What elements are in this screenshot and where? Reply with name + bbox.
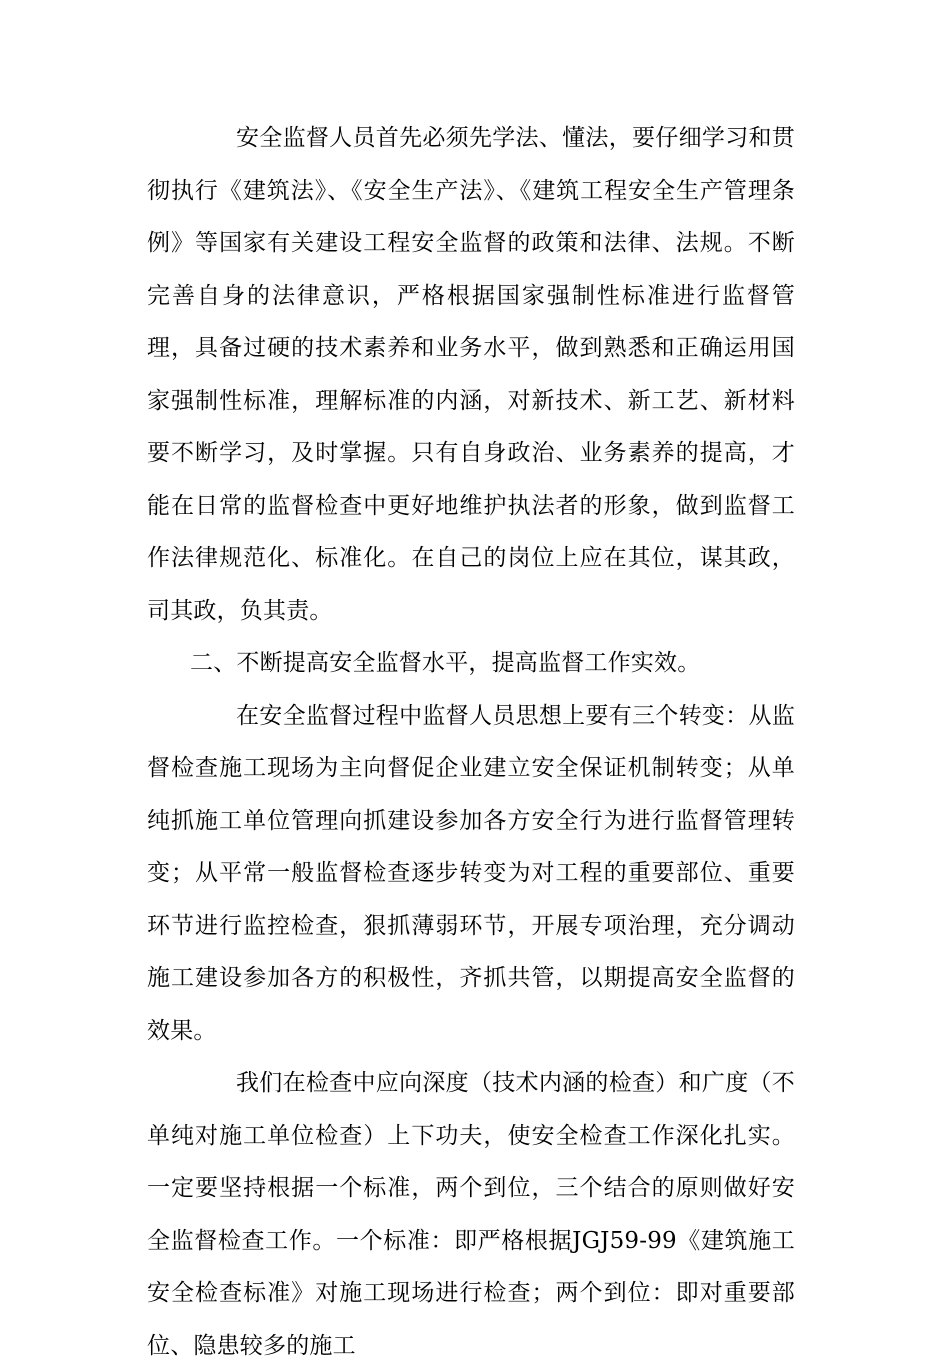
paragraph-inspection-depth: 我们在检查中应向深度（技术内涵的检查）和广度（不单纯对施工单位检查）上下功夫，使安全检查工作深化扎实。一定要坚持根据一个标准，两个到位，三个结合的原则做好安全监督检查工作。一个标准：即严格根据JGJ59-99《建筑施工安全检查标准》对施工现场进行检查；两个到位：即对重要部位、隐患较多的施工: [147, 1070, 795, 1359]
section-heading-two: 二、不断提高安全监督水平，提高监督工作实效。: [190, 650, 701, 676]
document-body: [147, 112, 795, 1372]
paragraph-three-changes: 在安全监督过程中监督人员思想上要有三个转变：从监督检查施工现场为主向督促企业建立安全保证机制转变；从单纯抓施工单位管理向抓建设参加各方安全行为进行监督管理转变；从平常一般监督检查逐步转变为对工程的重要部位、重要环节进行监控检查，狠抓薄弱环节，开展专项治理，充分调动施工建设参加各方的积极性，齐抓共管，以期提高安全监督的效果。: [147, 702, 795, 1044]
paragraph-legal-knowledge: 安全监督人员首先必须先学法、懂法，要仔细学习和贯彻执行《建筑法》、《安全生产法》、《建筑工程安全生产管理条例》等国家有关建设工程安全监督的政策和法律、法规。不断完善自身的法律意识，严格根据国家强制性标准进行监督管理，具备过硬的技术素养和业务水平，做到熟悉和正确运用国家强制性标准，理解标准的内涵，对新技术、新工艺、新材料要不断学习，及时掌握。只有自身政治、业务素养的提高，才能在日常的监督检查中更好地维护执法者的形象，做到监督工作法律规范化、标准化。在自己的岗位上应在其位，谋其政，司其政，负其责。: [147, 125, 795, 624]
